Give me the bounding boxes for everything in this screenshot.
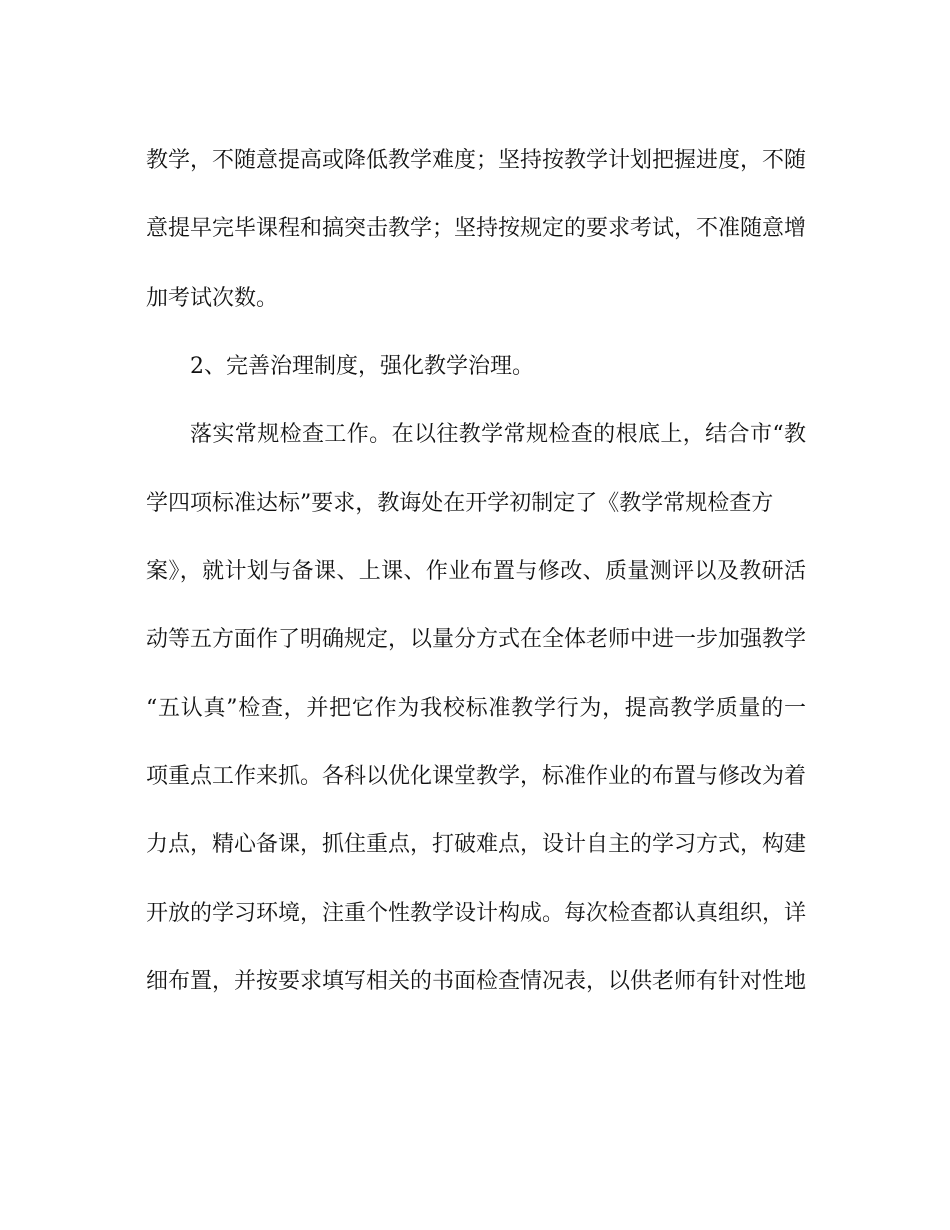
text-line-10: 项重点工作来抓。各科以优化课堂教学，标准作业的布置与修改为着 xyxy=(146,764,807,789)
text-line-13: 细布置，并按要求填写相关的书面检查情况表，以供老师有针对性地 xyxy=(146,969,807,994)
text-line-9: “五认真”检查，并把它作为我校标准教学行为，提高教学质量的一 xyxy=(146,696,806,721)
text-line-7: 案》，就计划与备课、上课、作业布置与修改、质量测评以及教研活 xyxy=(146,559,806,584)
text-line-8: 动等五方面作了明确规定，以量分方式在全体老师中进一步加强教学 xyxy=(146,627,807,652)
section-heading: 2、完善治理制度，强化教学治理。 xyxy=(190,354,534,379)
text-line-5: 落实常规检查工作。在以往教学常规检查的根底上，结合市“教 xyxy=(190,422,806,447)
text-line-2: 意提早完毕课程和搞突击教学；坚持按规定的要求考试，不准随意增 xyxy=(146,216,807,241)
text-line-1: 教学，不随意提高或降低教学难度；坚持按教学计划把握进度，不随 xyxy=(146,148,807,173)
text-line-6: 学四项标准达标”要求，教诲处在开学初制定了《教学常规检查方 xyxy=(146,491,774,516)
text-line-12: 开放的学习环境，注重个性教学设计构成。每次检查都认真组织，详 xyxy=(146,901,807,926)
text-line-3: 加考试次数。 xyxy=(146,286,279,311)
text-line-11: 力点，精心备课，抓住重点，打破难点，设计自主的学习方式，构建 xyxy=(146,832,807,857)
